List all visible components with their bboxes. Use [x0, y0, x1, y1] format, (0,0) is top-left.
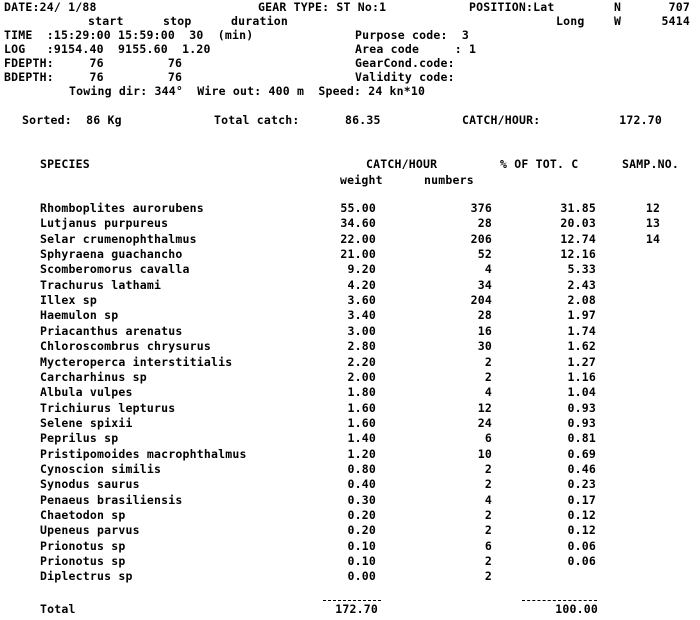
catch-numbers: 6	[484, 539, 492, 553]
species-name: Prionotus sp	[40, 554, 126, 568]
percent-of-total: 0.23	[567, 477, 596, 491]
area-code: Area code : 1	[355, 42, 477, 56]
time-line: TIME :15:29:00 15:59:00 30 (min)	[4, 28, 254, 42]
numbers-subheader: numbers	[424, 173, 474, 187]
catch-weight: 3.40	[347, 308, 376, 322]
column-stop: stop	[163, 14, 192, 28]
weight-subheader: weight	[340, 173, 383, 187]
percent-of-total: 0.93	[567, 401, 596, 415]
percent-of-total: 12.16	[560, 247, 596, 261]
percent-of-total: 0.12	[567, 508, 596, 522]
percent-of-total: 1.97	[567, 308, 596, 322]
species-name: Scomberomorus cavalla	[40, 262, 190, 276]
total-weight: 172.70	[335, 602, 378, 616]
catch-weight: 0.00	[347, 569, 376, 583]
percent-of-total: 31.85	[560, 201, 596, 215]
catch-numbers: 2	[484, 477, 492, 491]
species-name: Carcharhinus sp	[40, 370, 147, 384]
species-name: Albula vulpes	[40, 385, 133, 399]
catch-weight: 55.00	[340, 201, 376, 215]
gearcond-code: GearCond.code:	[355, 56, 455, 70]
species-name: Priacanthus arenatus	[40, 324, 183, 338]
percent-of-total: 0.06	[567, 539, 596, 553]
catch-numbers: 376	[470, 201, 492, 215]
catch-weight: 1.40	[347, 431, 376, 445]
catch-weight: 2.00	[347, 370, 376, 384]
catch-weight: 9.20	[347, 262, 376, 276]
percent-of-total: 1.74	[567, 324, 596, 338]
species-name: Sphyraena guachancho	[40, 247, 183, 261]
catch-numbers: 10	[477, 447, 492, 461]
catch-weight: 2.20	[347, 355, 376, 369]
species-name: Prionotus sp	[40, 539, 126, 553]
species-name: Trachurus lathami	[40, 278, 162, 292]
catch-weight: 34.60	[340, 216, 376, 230]
catch-weight: 0.40	[347, 477, 376, 491]
catch-numbers: 2	[484, 355, 492, 369]
species-name: Illex sp	[40, 293, 97, 307]
catch-weight: 22.00	[340, 232, 376, 246]
percent-of-total: 1.62	[567, 339, 596, 353]
species-header: SPECIES	[40, 157, 90, 171]
total-pct: 100.00	[555, 602, 598, 616]
catch-weight: 0.10	[347, 554, 376, 568]
catch-numbers: 2	[484, 523, 492, 537]
gear-type-label: GEAR TYPE: ST No:1	[258, 0, 387, 14]
percent-of-total: 0.17	[567, 493, 596, 507]
catch-numbers: 2	[484, 370, 492, 384]
catch-numbers: 2	[484, 508, 492, 522]
species-name: Chloroscombrus chrysurus	[40, 339, 211, 353]
column-start: start	[88, 14, 124, 28]
percent-of-total: 0.81	[567, 431, 596, 445]
catch-hour-header: CATCH/HOUR	[366, 157, 438, 171]
catch-weight: 1.20	[347, 447, 376, 461]
long-value: 5414	[661, 14, 690, 28]
catch-numbers: 4	[484, 262, 492, 276]
species-name: Upeneus parvus	[40, 523, 140, 537]
catch-numbers: 16	[477, 324, 492, 338]
percent-of-total: 0.93	[567, 416, 596, 430]
catch-weight: 4.20	[347, 278, 376, 292]
catch-weight: 0.80	[347, 462, 376, 476]
validity-code: Validity code:	[355, 70, 455, 84]
catch-numbers: 4	[484, 493, 492, 507]
species-name: Selene spixii	[40, 416, 133, 430]
position-label: POSITION:Lat	[469, 0, 555, 14]
catch-weight: 0.20	[347, 508, 376, 522]
catch-weight: 1.60	[347, 416, 376, 430]
column-duration: duration	[231, 14, 288, 28]
catch-numbers: 4	[484, 385, 492, 399]
percent-of-total: 20.03	[560, 216, 596, 230]
log-line: LOG :9154.40 9155.60 1.20	[4, 42, 211, 56]
sample-number-header: SAMP.NO.	[622, 157, 679, 171]
percent-of-total: 2.08	[567, 293, 596, 307]
catch-hour-label: CATCH/HOUR:	[462, 113, 541, 127]
species-name: Penaeus brasiliensis	[40, 493, 183, 507]
catch-numbers: 30	[477, 339, 492, 353]
sample-number: 13	[645, 216, 661, 230]
catch-numbers: 206	[470, 232, 492, 246]
catch-numbers: 34	[477, 278, 492, 292]
species-name: Diplectrus sp	[40, 569, 133, 583]
species-name: Trichiurus lepturus	[40, 401, 176, 415]
catch-weight: 3.60	[347, 293, 376, 307]
pct-total-rule	[522, 600, 597, 601]
species-name: Mycteroperca interstitialis	[40, 355, 233, 369]
pct-total-header: % OF TOT. C	[500, 157, 579, 171]
species-name: Pristipomoides macrophthalmus	[40, 447, 247, 461]
catch-numbers: 12	[477, 401, 492, 415]
percent-of-total: 1.27	[567, 355, 596, 369]
sample-number: 12	[645, 201, 661, 215]
lat-value: 707	[668, 0, 690, 14]
lat-direction: N	[614, 0, 622, 14]
species-name: Synodus saurus	[40, 477, 140, 491]
catch-numbers: 2	[484, 569, 492, 583]
catch-numbers: 6	[484, 431, 492, 445]
catch-weight: 21.00	[340, 247, 376, 261]
species-name: Selar crumenophthalmus	[40, 232, 197, 246]
fdepth-line: FDEPTH: 76 76	[4, 56, 183, 70]
catch-weight: 2.80	[347, 339, 376, 353]
bdepth-line: BDEPTH: 76 76	[4, 70, 183, 84]
catch-numbers: 28	[477, 308, 492, 322]
species-name: Peprilus sp	[40, 431, 119, 445]
total-catch-label: Total catch:	[214, 113, 300, 127]
percent-of-total: 0.69	[567, 447, 596, 461]
catch-numbers: 2	[484, 554, 492, 568]
date-label: DATE:24/ 1/88	[4, 0, 97, 14]
species-name: Chaetodon sp	[40, 508, 126, 522]
long-direction: W	[614, 14, 622, 28]
long-label: Long	[556, 14, 585, 28]
catch-hour-value: 172.70	[619, 113, 662, 127]
catch-weight: 0.20	[347, 523, 376, 537]
percent-of-total: 12.74	[560, 232, 596, 246]
sorted-weight: Sorted: 86 Kg	[22, 113, 122, 127]
percent-of-total: 0.12	[567, 523, 596, 537]
total-label: Total	[40, 602, 76, 616]
catch-weight: 0.30	[347, 493, 376, 507]
catch-numbers: 52	[477, 247, 492, 261]
catch-numbers: 204	[470, 293, 492, 307]
towing-line: Towing dir: 344° Wire out: 400 m Speed: 24 kn*10	[69, 84, 426, 98]
species-name: Cynoscion similis	[40, 462, 162, 476]
catch-weight: 0.10	[347, 539, 376, 553]
species-name: Lutjanus purpureus	[40, 216, 169, 230]
purpose-code: Purpose code: 3	[355, 28, 469, 42]
species-name: Haemulon sp	[40, 308, 119, 322]
catch-weight: 1.60	[347, 401, 376, 415]
catch-numbers: 28	[477, 216, 492, 230]
sample-number: 14	[645, 232, 661, 246]
total-catch-value: 86.35	[345, 113, 381, 127]
weight-total-rule	[323, 600, 381, 601]
percent-of-total: 1.04	[567, 385, 596, 399]
catch-numbers: 2	[484, 462, 492, 476]
percent-of-total: 1.16	[567, 370, 596, 384]
catch-weight: 3.00	[347, 324, 376, 338]
catch-numbers: 24	[477, 416, 492, 430]
percent-of-total: 0.46	[567, 462, 596, 476]
percent-of-total: 0.06	[567, 554, 596, 568]
percent-of-total: 2.43	[567, 278, 596, 292]
percent-of-total: 5.33	[567, 262, 596, 276]
catch-weight: 1.80	[347, 385, 376, 399]
species-name: Rhomboplites aurorubens	[40, 201, 204, 215]
